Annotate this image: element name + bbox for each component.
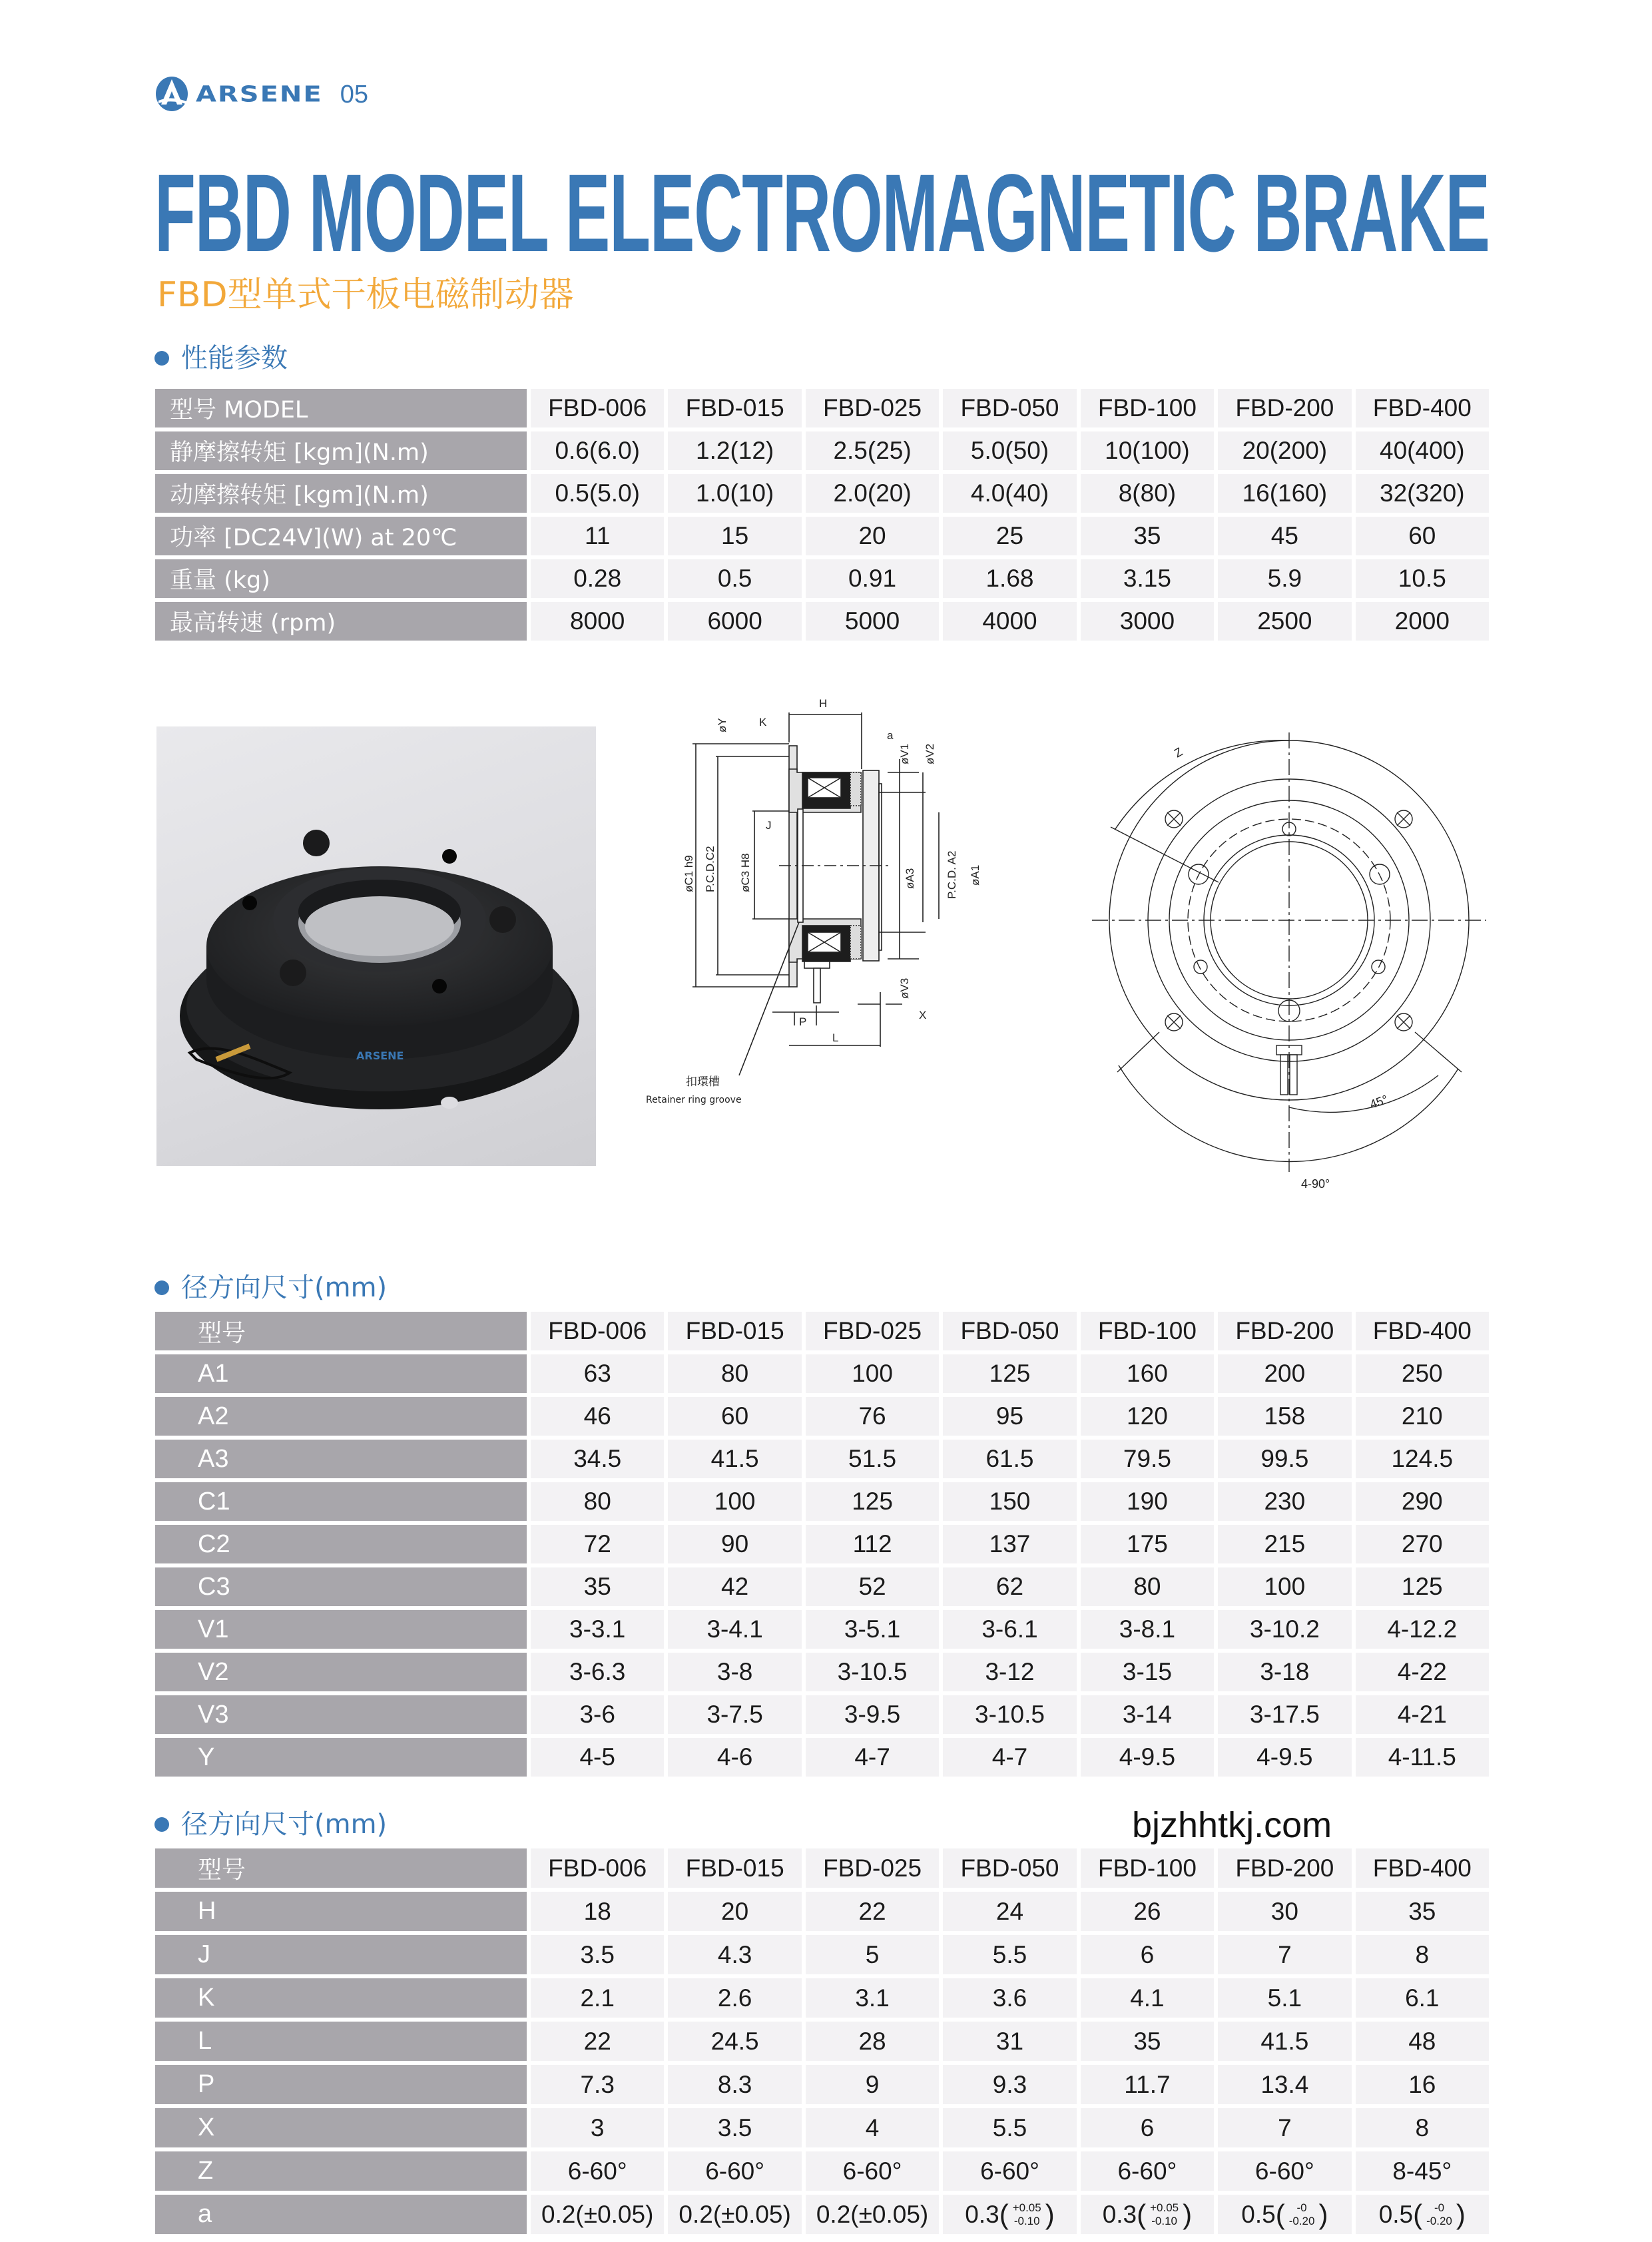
value-cell: 24.5 — [668, 2022, 801, 2061]
value-cell: 0.5 — [668, 559, 801, 598]
value-cell: 125 — [943, 1354, 1076, 1393]
value-cell: 6-60° — [668, 2151, 801, 2191]
performance-table — [155, 389, 1489, 641]
value-cell: 3-14 — [1081, 1695, 1214, 1734]
value-cell: 22 — [531, 2022, 664, 2061]
value-cell: 11 — [531, 517, 664, 555]
value-cell: 125 — [1356, 1567, 1489, 1606]
value-cell: 60 — [1356, 517, 1489, 555]
value-cell: 34.5 — [531, 1440, 664, 1478]
value-cell: 7 — [1218, 2108, 1351, 2147]
value-cell: 28 — [806, 2022, 939, 2061]
paren-open: ( — [999, 2198, 1009, 2230]
dim-label-P: P — [799, 1015, 807, 1028]
model-header-cell: FBD-100 — [1081, 1312, 1214, 1350]
dim-label-H: H — [819, 697, 828, 710]
value-cell: 4-12.2 — [1356, 1610, 1489, 1649]
value-cell: 3.5 — [668, 2108, 801, 2147]
value-cell: 4-7 — [806, 1738, 939, 1777]
value-cell: 4.0(40) — [943, 474, 1076, 513]
dim-label-C3: øC3 H8 — [739, 853, 752, 892]
value-cell: 5 — [806, 1935, 939, 1974]
value-cell: 3-10.2 — [1218, 1610, 1351, 1649]
value-cell: 10.5 — [1356, 559, 1489, 598]
value-cell: 9.3 — [943, 2065, 1076, 2104]
paren-close: ) — [1456, 2198, 1466, 2230]
product-photo — [156, 726, 596, 1166]
value-cell: 5.0(50) — [943, 431, 1076, 470]
dim-label-C1: øC1 h9 — [683, 855, 695, 892]
value-cell: 0.5(5.0) — [531, 474, 664, 513]
value-cell: 4-22 — [1356, 1653, 1489, 1691]
value-cell: 3-9.5 — [806, 1695, 939, 1734]
value-cell: 5.5 — [943, 1935, 1076, 1974]
value-cell: 4-9.5 — [1218, 1738, 1351, 1777]
axial-dimension-table — [155, 1848, 1489, 2234]
paren-close: ) — [1318, 2198, 1328, 2230]
value-cell: 30 — [1218, 1892, 1351, 1931]
row-label: 重量 (kg) — [155, 559, 527, 598]
tolerance-value — [965, 2199, 1054, 2231]
bullet-icon — [154, 351, 169, 366]
value-cell: 24 — [943, 1892, 1076, 1931]
value-cell: 22 — [806, 1892, 939, 1931]
tolerance-stack — [1426, 2201, 1452, 2228]
value-cell: 6 — [1081, 2108, 1214, 2147]
value-cell: 35 — [531, 1567, 664, 1606]
radial-dimension-table — [155, 1312, 1489, 1777]
value-cell: 18 — [531, 1892, 664, 1931]
value-cell: 200 — [1218, 1354, 1351, 1393]
row-label: P — [155, 2065, 527, 2104]
value-cell: 7.3 — [531, 2065, 664, 2104]
row-label: V2 — [155, 1653, 527, 1691]
value-cell: 6000 — [668, 602, 801, 641]
value-cell: 51.5 — [806, 1440, 939, 1478]
value-cell: 35 — [1081, 2022, 1214, 2061]
tolerance-cell — [1356, 2195, 1489, 2234]
nominal-value: 0.3 — [965, 2200, 999, 2228]
dim-label-a: a — [887, 729, 894, 742]
value-cell: 4.3 — [668, 1935, 801, 1974]
row-label: X — [155, 2108, 527, 2147]
model-header-cell: FBD-025 — [806, 1312, 939, 1350]
lower-tolerance: -0.10 — [1013, 2214, 1040, 2227]
value-cell: 5.5 — [943, 2108, 1076, 2147]
value-cell: 8(80) — [1081, 474, 1214, 513]
value-cell: 6-60° — [531, 2151, 664, 2191]
table-header-label: 型号 — [155, 1848, 527, 1888]
value-cell: 6 — [1081, 1935, 1214, 1974]
dim-label-K: K — [759, 716, 767, 728]
value-cell: 3-18 — [1218, 1653, 1351, 1691]
upper-tolerance: -0 — [1434, 2201, 1445, 2214]
value-cell: 0.91 — [806, 559, 939, 598]
value-cell: 3-10.5 — [943, 1695, 1076, 1734]
groove-label-en: Retainer ring groove — [646, 1095, 742, 1105]
value-cell: 0.28 — [531, 559, 664, 598]
value-cell: 25 — [943, 517, 1076, 555]
lower-tolerance: -0.20 — [1426, 2214, 1452, 2227]
value-cell: 158 — [1218, 1397, 1351, 1436]
upper-tolerance: +0.05 — [1012, 2201, 1041, 2214]
value-cell: 2.1 — [531, 1978, 664, 2018]
value-cell: 13.4 — [1218, 2065, 1351, 2104]
value-cell: 3.6 — [943, 1978, 1076, 2018]
value-cell: 4000 — [943, 602, 1076, 641]
section-heading-radial — [154, 1270, 387, 1305]
value-cell: 2.6 — [668, 1978, 801, 2018]
model-header-cell: FBD-050 — [943, 1848, 1076, 1888]
value-cell: 124.5 — [1356, 1440, 1489, 1478]
value-cell: 3.1 — [806, 1978, 939, 2018]
section-heading-axial — [154, 1807, 387, 1842]
row-label: L — [155, 2022, 527, 2061]
model-header-cell: FBD-200 — [1218, 1848, 1351, 1888]
value-cell: 35 — [1081, 517, 1214, 555]
tolerance-cell — [1218, 2195, 1351, 2234]
model-header-cell: FBD-006 — [531, 389, 664, 427]
value-cell: 42 — [668, 1567, 801, 1606]
value-cell: 8.3 — [668, 2065, 801, 2104]
value-cell: 112 — [806, 1525, 939, 1563]
value-cell: 7 — [1218, 1935, 1351, 1974]
value-cell: 95 — [943, 1397, 1076, 1436]
bullet-icon — [154, 1817, 169, 1832]
value-cell: 5.9 — [1218, 559, 1351, 598]
value-cell: 3-8 — [668, 1653, 801, 1691]
row-label: V3 — [155, 1695, 527, 1734]
row-label: A2 — [155, 1397, 527, 1436]
watermark: bjzhhtkj.com — [1132, 1805, 1332, 1845]
model-header-cell: FBD-006 — [531, 1312, 664, 1350]
value-cell: 3-4.1 — [668, 1610, 801, 1649]
value-cell: 2.5(25) — [806, 431, 939, 470]
value-cell: 61.5 — [943, 1440, 1076, 1478]
value-cell: 20 — [668, 1892, 801, 1931]
value-cell: 3 — [531, 2108, 664, 2147]
tolerance-cell — [1081, 2195, 1214, 2234]
value-cell: 0.6(6.0) — [531, 431, 664, 470]
value-cell: 100 — [668, 1482, 801, 1521]
value-cell: 3-17.5 — [1218, 1695, 1351, 1734]
photo-brand-mark: ARSENE — [356, 1049, 404, 1062]
value-cell: 3-12 — [943, 1653, 1076, 1691]
angle-label-90: 4-90° — [1301, 1177, 1330, 1191]
value-cell: 4-7 — [943, 1738, 1076, 1777]
value-cell: 150 — [943, 1482, 1076, 1521]
value-cell: 190 — [1081, 1482, 1214, 1521]
value-cell: 63 — [531, 1354, 664, 1393]
model-header-cell: FBD-100 — [1081, 389, 1214, 427]
value-cell: 46 — [531, 1397, 664, 1436]
page-title: FBD MODEL ELECTROMAGNETIC BRAKE — [154, 152, 1490, 275]
model-header-cell: FBD-025 — [806, 389, 939, 427]
value-cell: 16(160) — [1218, 474, 1351, 513]
section-heading-performance — [154, 341, 288, 376]
value-cell: 4 — [806, 2108, 939, 2147]
value-cell: 8000 — [531, 602, 664, 641]
tolerance-cell: 0.2(±0.05) — [668, 2195, 801, 2234]
value-cell: 11.7 — [1081, 2065, 1214, 2104]
paren-open: ( — [1275, 2198, 1285, 2230]
row-label: J — [155, 1935, 527, 1974]
dim-label-A3: øA3 — [904, 868, 916, 889]
value-cell: 3-5.1 — [806, 1610, 939, 1649]
value-cell: 6-60° — [806, 2151, 939, 2191]
value-cell: 3-15 — [1081, 1653, 1214, 1691]
upper-tolerance: -0 — [1296, 2201, 1307, 2214]
row-label: 动摩擦转矩 [kgm](N.m) — [155, 474, 527, 513]
value-cell: 3-6.1 — [943, 1610, 1076, 1649]
row-label: Y — [155, 1738, 527, 1777]
value-cell: 5000 — [806, 602, 939, 641]
model-header-cell: FBD-006 — [531, 1848, 664, 1888]
value-cell: 48 — [1356, 2022, 1489, 2061]
value-cell: 2.0(20) — [806, 474, 939, 513]
paren-close: ) — [1183, 2198, 1193, 2230]
row-label: C2 — [155, 1525, 527, 1563]
value-cell: 100 — [806, 1354, 939, 1393]
model-header-cell: FBD-015 — [668, 1848, 801, 1888]
row-label: K — [155, 1978, 527, 2018]
model-header-cell: FBD-400 — [1356, 389, 1489, 427]
value-cell: 40(400) — [1356, 431, 1489, 470]
tolerance-value — [1379, 2199, 1466, 2231]
model-header-cell: FBD-400 — [1356, 1848, 1489, 1888]
value-cell: 1.2(12) — [668, 431, 801, 470]
tolerance-cell: 0.2(±0.05) — [806, 2195, 939, 2234]
value-cell: 10(100) — [1081, 431, 1214, 470]
value-cell: 120 — [1081, 1397, 1214, 1436]
value-cell: 100 — [1218, 1567, 1351, 1606]
value-cell: 9 — [806, 2065, 939, 2104]
side-drawing-svg — [639, 693, 1039, 1225]
dim-label-A2: P.C.D. A2 — [946, 850, 958, 899]
dim-label-X: X — [919, 1009, 927, 1021]
paren-close: ) — [1045, 2198, 1055, 2230]
value-cell: 20(200) — [1218, 431, 1351, 470]
value-cell: 99.5 — [1218, 1440, 1351, 1478]
value-cell: 79.5 — [1081, 1440, 1214, 1478]
angle-label-45: 45° — [1368, 1092, 1390, 1111]
arsene-logo-icon — [154, 75, 192, 114]
model-header-cell: FBD-015 — [668, 389, 801, 427]
value-cell: 215 — [1218, 1525, 1351, 1563]
model-header-cell: FBD-015 — [668, 1312, 801, 1350]
value-cell: 3000 — [1081, 602, 1214, 641]
value-cell: 8-45° — [1356, 2151, 1489, 2191]
dim-label-V2: øV2 — [924, 743, 936, 764]
value-cell: 26 — [1081, 1892, 1214, 1931]
value-cell: 175 — [1081, 1525, 1214, 1563]
value-cell: 72 — [531, 1525, 664, 1563]
value-cell: 20 — [806, 517, 939, 555]
value-cell: 3.15 — [1081, 559, 1214, 598]
value-cell: 60 — [668, 1397, 801, 1436]
row-label: 最高转速 (rpm) — [155, 602, 527, 641]
section-title: 径方向尺寸(mm) — [181, 1272, 388, 1303]
table-header-label: 型号 — [155, 1312, 527, 1350]
value-cell: 5.1 — [1218, 1978, 1351, 2018]
lower-tolerance: -0.10 — [1151, 2214, 1177, 2227]
tolerance-cell: 0.2(±0.05) — [531, 2195, 664, 2234]
row-label: C3 — [155, 1567, 527, 1606]
value-cell: 290 — [1356, 1482, 1489, 1521]
section-title: 径方向尺寸(mm) — [181, 1809, 388, 1840]
value-cell: 16 — [1356, 2065, 1489, 2104]
value-cell: 15 — [668, 517, 801, 555]
value-cell: 80 — [531, 1482, 664, 1521]
value-cell: 3-7.5 — [668, 1695, 801, 1734]
model-header-cell: FBD-200 — [1218, 1312, 1351, 1350]
value-cell: 3.5 — [531, 1935, 664, 1974]
value-cell: 6-60° — [1218, 2151, 1351, 2191]
value-cell: 31 — [943, 2022, 1076, 2061]
dim-label-V1: øV1 — [898, 743, 911, 764]
value-cell: 270 — [1356, 1525, 1489, 1563]
tolerance-stack — [1289, 2201, 1315, 2228]
table-header-label: 型号 MODEL — [155, 389, 527, 427]
value-cell: 3-6.3 — [531, 1653, 664, 1691]
value-cell: 8 — [1356, 1935, 1489, 1974]
upper-tolerance: +0.05 — [1150, 2201, 1179, 2214]
value-cell: 32(320) — [1356, 474, 1489, 513]
value-cell: 3-8.1 — [1081, 1610, 1214, 1649]
model-header-cell: FBD-050 — [943, 389, 1076, 427]
value-cell: 137 — [943, 1525, 1076, 1563]
value-cell: 4-6 — [668, 1738, 801, 1777]
value-cell: 2500 — [1218, 602, 1351, 641]
front-drawing-svg — [1079, 719, 1492, 1199]
value-cell: 250 — [1356, 1354, 1489, 1393]
nominal-value: 0.3 — [1102, 2200, 1137, 2228]
row-label: A1 — [155, 1354, 527, 1393]
value-cell: 8 — [1356, 2108, 1489, 2147]
section-title: 性能参数 — [181, 343, 288, 374]
bullet-icon — [154, 1280, 169, 1295]
dim-label-L: L — [832, 1031, 839, 1044]
value-cell: 4.1 — [1081, 1978, 1214, 2018]
dim-label-J: J — [766, 819, 772, 832]
value-cell: 6.1 — [1356, 1978, 1489, 2018]
model-header-cell: FBD-100 — [1081, 1848, 1214, 1888]
model-header-cell: FBD-025 — [806, 1848, 939, 1888]
row-label: A3 — [155, 1440, 527, 1478]
model-header-cell: FBD-400 — [1356, 1312, 1489, 1350]
paren-open: ( — [1137, 2198, 1147, 2230]
value-cell: 62 — [943, 1567, 1076, 1606]
tolerance-value — [1103, 2199, 1192, 2231]
value-cell: 1.68 — [943, 559, 1076, 598]
row-label: 静摩擦转矩 [kgm](N.m) — [155, 431, 527, 470]
tolerance-stack — [1150, 2201, 1179, 2228]
brand-logo — [154, 75, 368, 115]
value-cell: 90 — [668, 1525, 801, 1563]
value-cell: 76 — [806, 1397, 939, 1436]
value-cell: 4-9.5 — [1081, 1738, 1214, 1777]
value-cell: 41.5 — [1218, 2022, 1351, 2061]
value-cell: 4-11.5 — [1356, 1738, 1489, 1777]
value-cell: 230 — [1218, 1482, 1351, 1521]
tolerance-stack — [1013, 2201, 1041, 2228]
nominal-value: 0.5 — [1241, 2200, 1276, 2228]
model-header-cell: FBD-050 — [943, 1312, 1076, 1350]
tolerance-cell — [943, 2195, 1076, 2234]
value-cell: 4-5 — [531, 1738, 664, 1777]
row-label: a — [155, 2195, 527, 2234]
brand-name: ARSENE — [196, 82, 323, 107]
nominal-value: 0.5 — [1378, 2200, 1414, 2228]
value-cell: 35 — [1356, 1892, 1489, 1931]
row-label: V1 — [155, 1610, 527, 1649]
value-cell: 3-6 — [531, 1695, 664, 1734]
page-subtitle: FBD型单式干板电磁制动器 — [157, 275, 574, 315]
brake-photo-illustration — [156, 726, 596, 1166]
row-label: Z — [155, 2151, 527, 2191]
lower-tolerance: -0.20 — [1288, 2214, 1315, 2227]
dim-label-V3: øV3 — [898, 978, 911, 999]
value-cell: 3-3.1 — [531, 1610, 664, 1649]
row-label: C1 — [155, 1482, 527, 1521]
value-cell: 1.0(10) — [668, 474, 801, 513]
front-view-drawing — [1079, 719, 1492, 1199]
dim-label-A1: øA1 — [969, 864, 981, 886]
value-cell: 80 — [1081, 1567, 1214, 1606]
value-cell: 6-60° — [943, 2151, 1076, 2191]
row-label: 功率 [DC24V](W) at 20℃ — [155, 517, 527, 555]
groove-label-cn: 扣環槽 — [686, 1075, 720, 1089]
value-cell: 160 — [1081, 1354, 1214, 1393]
value-cell: 2000 — [1356, 602, 1489, 641]
model-header-cell: FBD-200 — [1218, 389, 1351, 427]
value-cell: 80 — [668, 1354, 801, 1393]
tolerance-value — [1241, 2199, 1328, 2231]
value-cell: 6-60° — [1081, 2151, 1214, 2191]
value-cell: 41.5 — [668, 1440, 801, 1478]
value-cell: 4-21 — [1356, 1695, 1489, 1734]
value-cell: 45 — [1218, 517, 1351, 555]
value-cell: 52 — [806, 1567, 939, 1606]
row-label: H — [155, 1892, 527, 1931]
side-section-drawing — [639, 693, 1039, 1225]
angle-label-Z: Z — [1172, 744, 1185, 760]
dim-label-C2: P.C.D.C2 — [704, 846, 716, 892]
value-cell: 125 — [806, 1482, 939, 1521]
value-cell: 210 — [1356, 1397, 1489, 1436]
dim-label-Y: øY — [716, 718, 728, 732]
paren-open: ( — [1413, 2198, 1423, 2230]
value-cell: 3-10.5 — [806, 1653, 939, 1691]
page-number: 05 — [340, 80, 368, 109]
